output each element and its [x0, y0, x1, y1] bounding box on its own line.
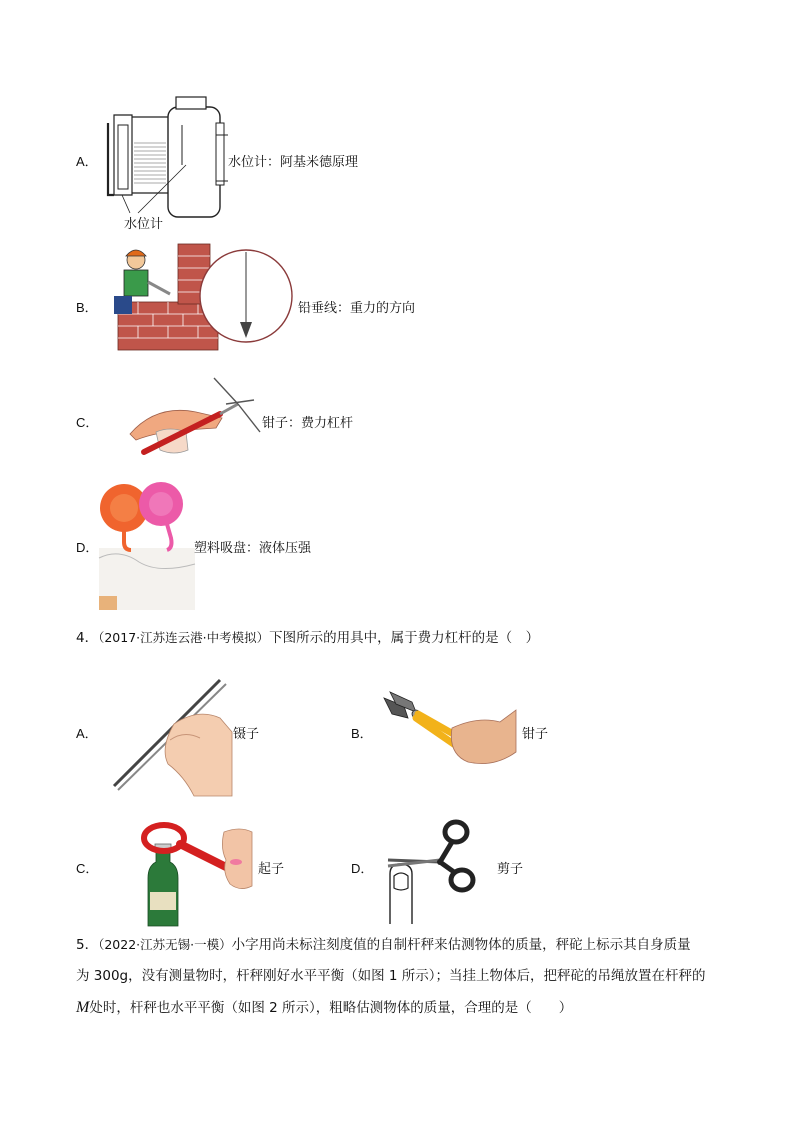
scissors-figure — [384, 820, 476, 924]
q4-option-b-caption: 钳子 — [522, 727, 549, 742]
question-5-line-3 — [76, 992, 726, 1024]
plumb-line-figure — [108, 242, 296, 354]
q4-option-d-caption: 剪子 — [497, 862, 524, 877]
q4-option-a-caption: 镊子 — [233, 727, 260, 742]
question-text: 小字用尚未标注刻度值的自制杆秤来估测物体的质量，秤砣上标示其自身质量 — [231, 937, 691, 953]
q4-option-d-letter: D． — [351, 861, 374, 876]
option-a-letter: A． — [76, 154, 98, 169]
question-4 — [76, 622, 726, 654]
option-c-caption: 钳子：费力杠杆 — [262, 416, 354, 431]
option-c-letter: C． — [76, 415, 99, 430]
water-gauge-label: 水位计 — [124, 217, 164, 232]
question-5 — [76, 929, 726, 1024]
option-a-caption: 水位计：阿基米德原理 — [228, 155, 359, 170]
question-text: 处时，杆秤也水平平衡（如图 2 所示），粗略估测物体的质量，合理的是（ ） — [89, 1000, 573, 1016]
point-m-label: M — [76, 999, 90, 1016]
question-5-line-2: 为 300g，没有测量物时，杆秤刚好水平平衡（如图 1 所示）；当挂上物体后，把秤砣的吊绳放置在杆秤的 — [76, 968, 706, 984]
q4-option-c-caption: 起子 — [258, 862, 285, 877]
suction-cup-figure — [99, 478, 195, 610]
question-5-line-1 — [76, 929, 726, 961]
question-source: （2022·江苏无锡·一模） — [98, 937, 232, 952]
question-number: 5． — [76, 937, 99, 953]
option-d-caption: 塑料吸盘：液体压强 — [194, 541, 312, 556]
option-d-letter: D． — [76, 540, 99, 555]
question-stem: 下图所示的用具中，属于费力杠杆的是（ ） — [269, 630, 540, 646]
bottle-opener-figure — [140, 822, 254, 926]
option-b-caption: 铅垂线：重力的方向 — [298, 301, 416, 316]
pliers-figure — [382, 692, 518, 772]
q4-option-b-letter: B． — [351, 726, 373, 741]
hand-pliers-figure — [126, 374, 262, 464]
q4-option-c-letter: C． — [76, 861, 99, 876]
tweezers-figure — [108, 668, 234, 798]
q4-option-a-letter: A． — [76, 726, 98, 741]
question-source: （2017·江苏连云港·中考模拟） — [98, 630, 270, 645]
option-b-letter: B． — [76, 300, 98, 315]
water-gauge-figure — [104, 95, 230, 235]
question-number: 4． — [76, 630, 99, 646]
